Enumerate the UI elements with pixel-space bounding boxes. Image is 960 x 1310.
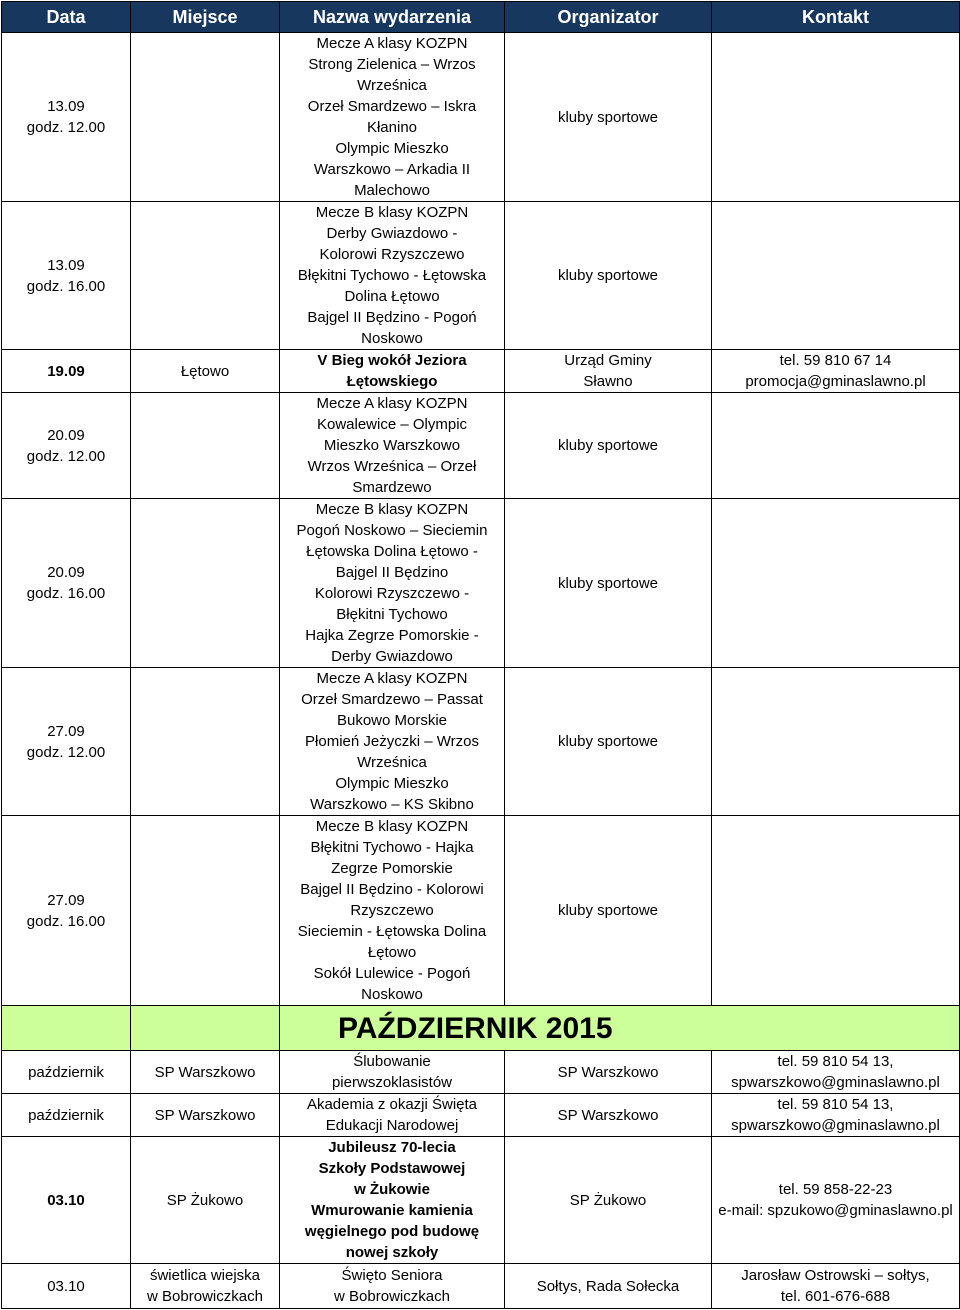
contact-cell-text: tel. 59 810 54 13, spwarszkowo@gminaslawno.pl [731,1096,940,1134]
event-cell [280,499,505,668]
organizer-cell-text: kluby sportowe [557,733,659,750]
table-row [2,350,960,393]
date-cell [2,1137,131,1264]
september-events [2,33,960,1006]
event-cell-text: Mecze B klasy KOZPN Pogoń Noskowo – Sieciemin Łętowska Dolina Łętowo - Bajgel II Będzino Kolorowi Rzyszczewo - Błękitni Tychowo Hajka Zegrze Pomorskie - Derby Gwiazdowo [296,501,488,665]
month-banner-spacer [131,1006,280,1051]
event-cell [280,202,505,350]
date-cell [2,1051,131,1094]
date-cell [2,1264,131,1309]
event-cell-text: Mecze A klasy KOZPN Kowalewice – Olympic Mieszko Warszkowo Wrzos Wrześnica – Orzeł Smardzewo [307,395,477,496]
organizer-cell [505,33,712,202]
table-row [2,499,960,668]
contact-cell-text: tel. 59 810 54 13, spwarszkowo@gminaslawno.pl [731,1053,940,1091]
contact-cell [712,668,960,816]
contact-cell [712,202,960,350]
column-header-event: Nazwa wydarzenia [280,2,505,33]
month-banner-spacer [2,1006,131,1051]
place-cell [131,1264,280,1309]
event-cell [280,1051,505,1094]
table-row [2,1094,960,1137]
contact-cell-text: tel. 59 810 67 14 promocja@gminaslawno.pl [745,352,926,390]
place-cell [131,33,280,202]
date-cell [2,33,131,202]
organizer-cell-text: kluby sportowe [557,437,659,454]
month-banner-text: PAŹDZIERNIK 2015 [338,1011,613,1045]
organizer-cell [505,1264,712,1309]
month-banner-row [2,1006,960,1051]
organizer-cell [505,1051,712,1094]
place-cell [131,1137,280,1264]
event-cell-text: Mecze B klasy KOZPN Derby Gwiazdowo - Kolorowi Rzyszczewo Błękitni Tychowo - Łętowska Dolina Łętowo Bajgel II Będzino - Pogoń Noskowo [297,204,487,347]
events-table [1,1,960,1309]
column-header-date: Data [2,2,131,33]
date-cell [2,499,131,668]
contact-cell [712,816,960,1006]
date-cell-text: 13.09 godz. 16.00 [26,256,106,295]
event-cell-text: Mecze B klasy KOZPN Błękitni Tychowo - Hajka Zegrze Pomorskie Bajgel II Będzino - Kolorowi Rzyszczewo Sieciemin - Łętowska Dolina Łętowo Sokół Lulewice - Pogoń Noskowo [297,818,487,1003]
place-cell-text: SP Warszkowo [154,1106,256,1124]
event-cell [280,816,505,1006]
event-cell [280,1264,505,1309]
date-cell-text: 27.09 godz. 16.00 [26,891,106,930]
column-header-place: Miejsce [131,2,280,33]
date-cell [2,1094,131,1137]
date-cell-text: 27.09 godz. 12.00 [26,722,106,761]
contact-cell [712,499,960,668]
month-banner [280,1006,960,1051]
date-cell-text: październik [28,1063,104,1081]
contact-cell [712,1051,960,1094]
contact-cell [712,1264,960,1309]
event-cell [280,1094,505,1137]
place-cell [131,350,280,393]
place-cell-text: SP Żukowo [166,1191,244,1209]
place-cell [131,1094,280,1137]
date-cell-text: 20.09 godz. 12.00 [26,426,106,465]
date-cell [2,393,131,499]
organizer-cell [505,499,712,668]
organizer-cell [505,1137,712,1264]
event-cell-text: Akademia z okazji Święta Edukacji Narodowej [306,1096,478,1134]
event-cell-text: V Bieg wokół Jeziora Łętowskiego [317,352,467,390]
event-cell [280,393,505,499]
organizer-cell-text: kluby sportowe [557,574,659,592]
event-cell [280,1137,505,1264]
event-cell-text: Ślubowanie pierwszoklasistów [331,1053,453,1091]
organizer-cell [505,393,712,499]
place-cell [131,1051,280,1094]
october-events [2,1051,960,1309]
contact-cell [712,1094,960,1137]
contact-cell [712,1137,960,1264]
date-cell-text: 03.10 [47,1191,85,1209]
table-row [2,1051,960,1094]
date-cell [2,202,131,350]
table-row [2,1264,960,1309]
date-cell [2,350,131,393]
event-cell-text: Jubileusz 70-lecia Szkoły Podstawowej w Żukowie Wmurowanie kamienia węgielnego pod budowę nowej szkoły [304,1139,480,1261]
place-cell [131,499,280,668]
organizer-cell-text: SP Warszkowo [557,1063,659,1081]
table-row [2,668,960,816]
date-cell-text: październik [28,1106,104,1124]
month-banner-section [2,1006,960,1051]
place-cell [131,816,280,1006]
contact-cell-text: tel. 59 858-22-23 e-mail: spzukowo@gminaslawno.pl [718,1181,953,1219]
organizer-cell [505,350,712,393]
table-row [2,202,960,350]
date-cell-text: 03.10 [47,1277,85,1295]
organizer-cell [505,816,712,1006]
contact-cell [712,393,960,499]
table-row [2,1137,960,1264]
place-cell [131,668,280,816]
organizer-cell-text: Urząd Gminy Sławno [564,352,652,390]
organizer-cell-text: Sołtys, Rada Sołecka [536,1277,680,1295]
table-row [2,33,960,202]
place-cell [131,393,280,499]
contact-cell [712,350,960,393]
organizer-cell-text: kluby sportowe [557,108,659,126]
organizer-cell-text: kluby sportowe [557,267,659,284]
event-cell [280,33,505,202]
organizer-cell-text: kluby sportowe [557,902,659,919]
event-cell-text: Święto Seniora w Bobrowiczkach [334,1267,450,1305]
date-cell [2,816,131,1006]
organizer-cell-text: SP Warszkowo [557,1106,659,1124]
date-cell-text: 13.09 godz. 12.00 [26,98,106,136]
event-cell-text: Mecze A klasy KOZPN Strong Zielenica – Wrzos Wrześnica Orzeł Smardzewo – Iskra Kłanino Olympic Mieszko Warszkowo – Arkadia II Malechowo [307,35,477,199]
column-header-contact: Kontakt [712,2,960,33]
date-cell [2,668,131,816]
place-cell-text: SP Warszkowo [154,1063,256,1081]
column-header-organizer: Organizator [505,2,712,33]
organizer-cell [505,1094,712,1137]
table-row [2,816,960,1006]
date-cell-text: 19.09 [47,362,85,380]
place-cell [131,202,280,350]
contact-cell-text: Jarosław Ostrowski – sołtys, tel. 601-676-688 [741,1267,930,1305]
organizer-cell [505,668,712,816]
organizer-cell [505,202,712,350]
event-cell-text: Mecze A klasy KOZPN Orzeł Smardzewo – Passat Bukowo Morskie Płomień Jeżyczki – Wrzos Wrześnica Olympic Mieszko Warszkowo – KS Skibno [301,670,483,813]
header-row [2,2,960,33]
place-cell-text: Łętowo [180,362,230,380]
table-row [2,393,960,499]
contact-cell [712,33,960,202]
date-cell-text: 20.09 godz. 16.00 [26,564,106,602]
place-cell-text: świetlica wiejska w Bobrowiczkach [147,1267,263,1305]
event-cell [280,350,505,393]
event-cell [280,668,505,816]
organizer-cell-text: SP Żukowo [569,1191,647,1209]
